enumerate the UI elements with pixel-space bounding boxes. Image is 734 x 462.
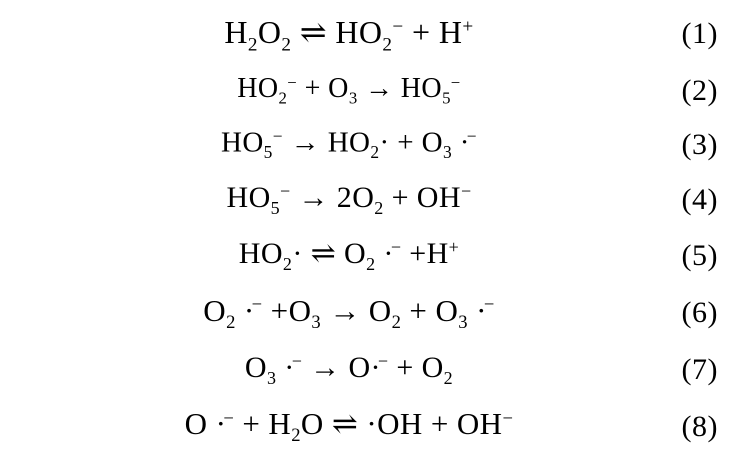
eq-text: → HO <box>357 73 443 105</box>
equation-row <box>0 228 734 284</box>
subscript: 3 <box>458 311 468 333</box>
equation-row <box>0 65 734 118</box>
eq-text: → 2O <box>290 181 375 215</box>
equation-row <box>0 4 734 65</box>
equation-number: (5) <box>681 238 718 272</box>
eq-text: · <box>235 292 255 328</box>
eq-text: + OH <box>383 181 461 215</box>
subscript: 3 <box>267 367 277 388</box>
equation <box>224 13 473 56</box>
eq-text: · <box>276 351 295 385</box>
subscript: 2 <box>281 33 292 55</box>
equation-number: (3) <box>681 128 718 162</box>
equation-number: (7) <box>681 352 718 386</box>
eq-text: · <box>467 292 487 328</box>
superscript: − <box>272 126 283 147</box>
eq-text: O <box>203 292 227 328</box>
eq-text: +H <box>401 237 449 271</box>
subscript: 2 <box>226 311 236 333</box>
superscript: − <box>450 73 461 93</box>
eq-text: → HO <box>283 127 371 159</box>
subscript: 2 <box>291 425 301 447</box>
eq-text: HO <box>220 127 264 159</box>
superscript: − <box>483 294 495 316</box>
eq-text: HO <box>226 181 271 215</box>
equation-row <box>0 118 734 173</box>
equation <box>239 236 459 275</box>
eq-text: · <box>452 127 470 159</box>
equation <box>237 73 460 109</box>
equation <box>245 351 453 389</box>
eq-text: · ⇌ O <box>292 237 367 271</box>
superscript: − <box>223 408 235 430</box>
eq-text: H <box>224 13 248 50</box>
superscript: − <box>392 16 404 38</box>
equation <box>185 406 514 447</box>
equation-number: (4) <box>681 182 718 216</box>
equation-row <box>0 172 734 227</box>
subscript: 5 <box>442 89 451 109</box>
superscript: − <box>287 73 298 93</box>
eq-text: · + O <box>379 127 443 159</box>
eq-text: + O <box>388 351 444 385</box>
equation-row <box>0 398 734 456</box>
eq-text: ⇌ <box>291 13 336 50</box>
eq-text: HO <box>238 237 283 271</box>
eq-text: + O <box>401 292 459 328</box>
eq-text: + H <box>403 13 463 50</box>
superscript: − <box>280 181 291 202</box>
eq-text: → O· <box>302 351 381 385</box>
superscript: − <box>251 294 263 316</box>
equation-number: (8) <box>681 409 718 443</box>
eq-text: HO <box>237 73 279 105</box>
equation-row <box>0 342 734 397</box>
eq-text: · <box>375 237 394 271</box>
superscript: − <box>390 237 402 258</box>
subscript: 2 <box>278 89 288 109</box>
subscript: 2 <box>374 197 384 218</box>
subscript: 2 <box>382 33 393 55</box>
superscript: + <box>462 16 474 38</box>
superscript: − <box>460 181 472 202</box>
superscript: − <box>466 126 478 147</box>
equation-number: (2) <box>681 74 718 108</box>
subscript: 2 <box>391 311 402 333</box>
equation <box>203 293 494 334</box>
eq-text: + O <box>297 73 349 105</box>
equation-number: (1) <box>681 17 718 51</box>
subscript: 3 <box>348 89 358 109</box>
subscript: 2 <box>366 254 376 275</box>
equation <box>227 181 472 219</box>
subscript: 2 <box>247 33 258 55</box>
subscript: 2 <box>282 254 293 275</box>
superscript: − <box>377 351 389 372</box>
eq-text: O ⇌ ·OH + OH <box>300 406 503 442</box>
subscript: 3 <box>442 142 453 163</box>
eq-text: O <box>257 13 282 50</box>
subscript: 5 <box>270 197 281 218</box>
eq-text: O <box>244 351 267 385</box>
eq-text: HO <box>335 13 383 50</box>
eq-text: → O <box>321 292 392 328</box>
subscript: 3 <box>311 311 322 333</box>
subscript: 2 <box>370 142 380 163</box>
equation-number: (6) <box>681 296 718 330</box>
subscript: 2 <box>443 367 454 388</box>
superscript: + <box>448 237 460 258</box>
equation-row <box>0 284 734 342</box>
superscript: − <box>502 408 514 430</box>
eq-text: +O <box>262 292 312 328</box>
superscript: − <box>291 351 303 372</box>
eq-text: + H <box>234 406 292 442</box>
subscript: 5 <box>263 142 273 163</box>
eq-text: O · <box>184 406 227 442</box>
equation <box>221 126 477 163</box>
